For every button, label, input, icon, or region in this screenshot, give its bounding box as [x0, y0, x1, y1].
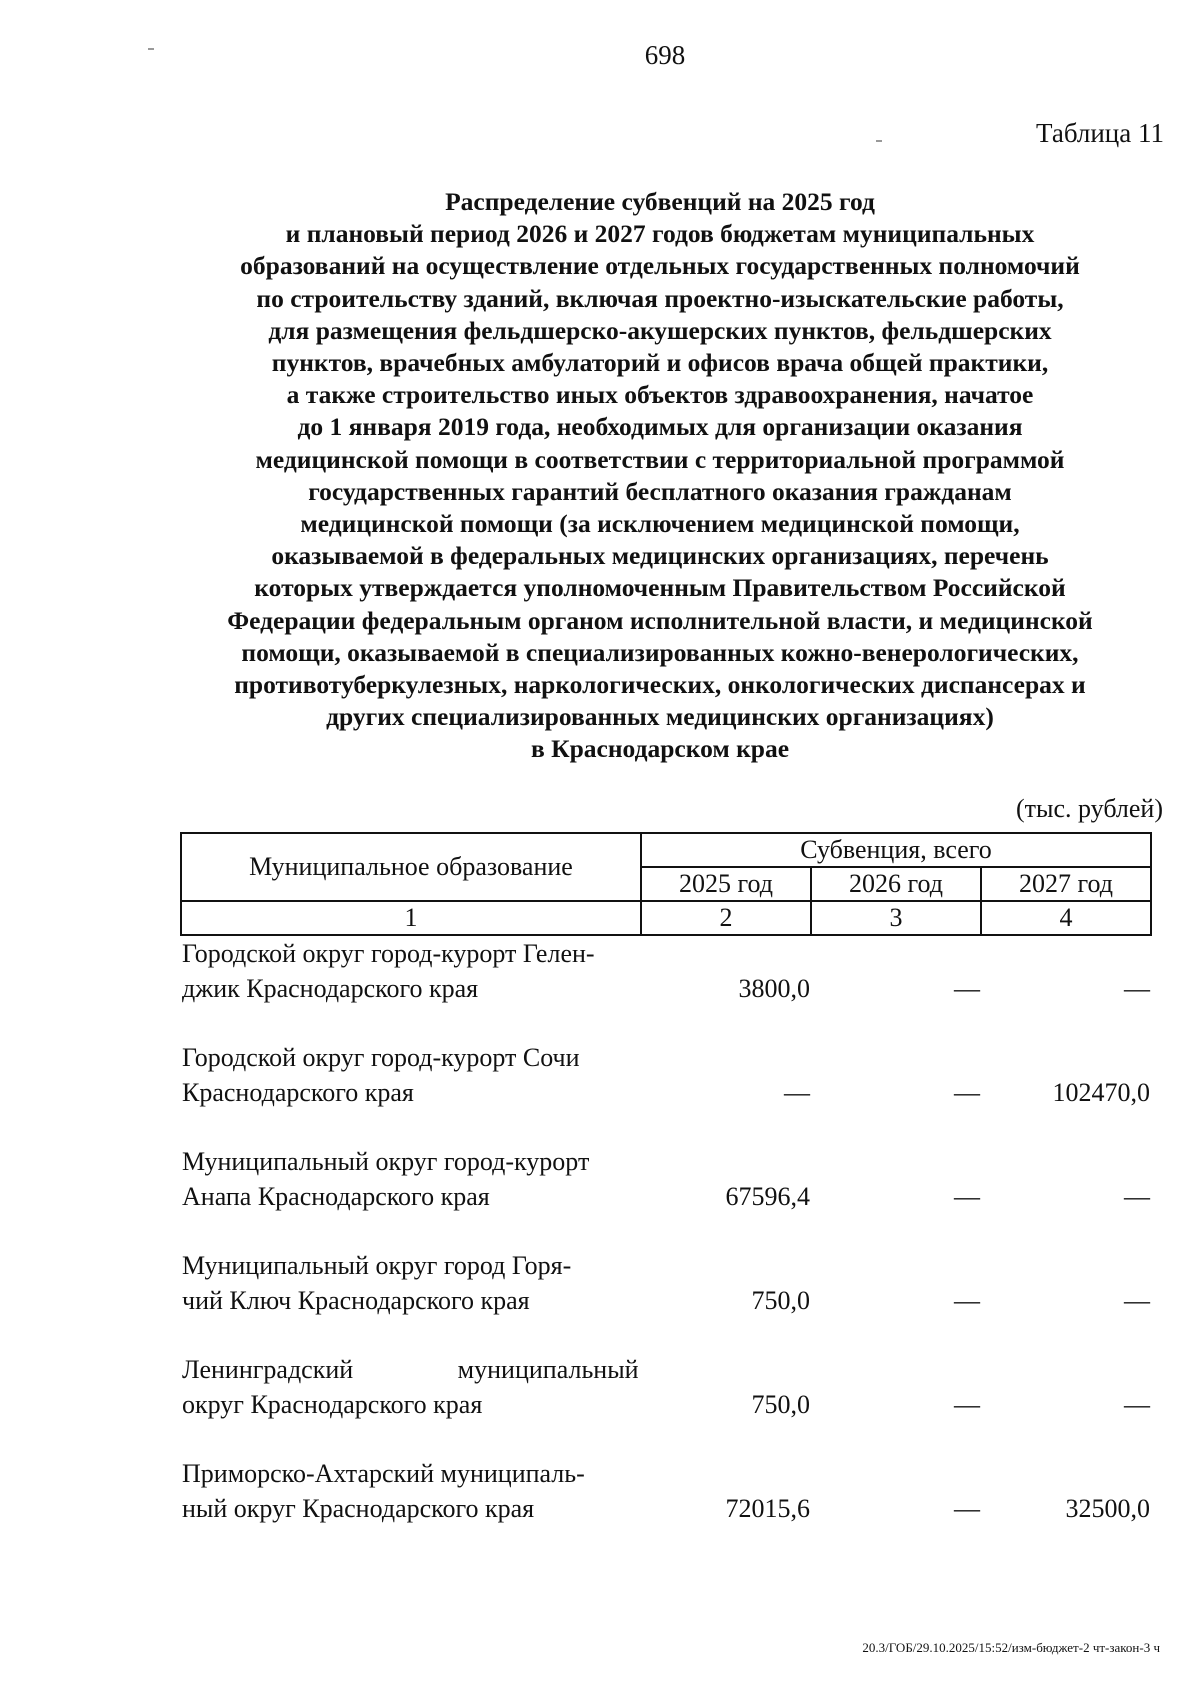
table-body: [180, 936, 1150, 1560]
title-line: противотуберкулезных, наркологических, онкологических диспансерах и: [234, 670, 1086, 700]
value-2027: —: [1124, 1390, 1150, 1419]
value-2027: —: [1124, 974, 1150, 1003]
value-2025: —: [784, 1078, 810, 1107]
title-line: помощи, оказываемой в специализированных кожно-венерологических,: [241, 637, 1079, 667]
value-2026: —: [954, 1494, 980, 1523]
value-2027: 102470,0: [1052, 1078, 1150, 1107]
title-line: государственных гарантий бесплатного оказания гражданам: [308, 476, 1012, 506]
name-line: Городской округ город-курорт Гелен-: [182, 939, 595, 968]
table-row: [180, 1040, 1150, 1144]
title-line: медицинской помощи в соответствии с территориальной программой: [255, 444, 1065, 474]
name-line: Краснодарского края: [182, 1078, 414, 1107]
title-line: других специализированных медицинских организациях): [326, 702, 994, 732]
title-line: образований на осуществление отдельных государственных полномочий: [240, 251, 1080, 281]
title-line: пунктов, врачебных амбулаторий и офисов врача общей практики,: [271, 348, 1049, 378]
table-label: Таблица 11: [1036, 118, 1164, 148]
title-line: по строительству зданий, включая проектно-изыскательские работы,: [256, 283, 1064, 313]
table-row: [180, 1456, 1150, 1560]
value-2026: —: [954, 974, 980, 1003]
value-2025: 72015,6: [725, 1494, 810, 1523]
name-line: Городской округ город-курорт Сочи: [182, 1043, 580, 1072]
name-line: Приморско-Ахтарский муниципаль-: [182, 1459, 585, 1488]
header-year-2027: 2027 год: [981, 867, 1151, 901]
name-line: Анапа Краснодарского края: [182, 1182, 490, 1211]
value-2025: 750,0: [751, 1286, 810, 1315]
name-line: чий Ключ Краснодарского края: [182, 1286, 530, 1315]
column-number-4: 4: [981, 901, 1151, 935]
title-line: Федерации федеральным органом исполнительной власти, и медицинской: [227, 605, 1093, 635]
value-2025: 3800,0: [738, 974, 810, 1003]
value-2027: 32500,0: [1065, 1494, 1150, 1523]
table-row: [180, 936, 1150, 1040]
header-year-2025: 2025 год: [641, 867, 811, 901]
value-2027: —: [1124, 1286, 1150, 1315]
header-year-2026: 2026 год: [811, 867, 981, 901]
page-number: 698: [644, 40, 686, 70]
name-line: ный округ Краснодарского края: [182, 1494, 535, 1523]
value-2026: —: [954, 1390, 980, 1419]
value-2026: —: [954, 1182, 980, 1211]
name-line: Муниципальный округ город-курорт: [182, 1147, 590, 1176]
value-2025: 750,0: [751, 1390, 810, 1419]
column-number-3: 3: [811, 901, 981, 935]
title-line: и плановый период 2026 и 2027 годов бюджетам муниципальных: [285, 219, 1035, 249]
table-row: [180, 1248, 1150, 1352]
scan-speck: [148, 48, 154, 50]
units-label: (тыс. рублей): [1015, 794, 1163, 823]
header-subvention-total: Субвенция, всего: [641, 833, 1151, 867]
title-line: медицинской помощи (за исключением медицинской помощи,: [300, 509, 1020, 539]
value-2026: —: [954, 1078, 980, 1107]
column-number-2: 2: [641, 901, 811, 935]
header-municipality: Муниципальное образование: [181, 833, 641, 901]
title-line: до 1 января 2019 года, необходимых для организации оказания: [297, 412, 1023, 442]
table-header: [180, 832, 1152, 936]
title-line: для размещения фельдшерско-акушерских пунктов, фельдшерских: [268, 315, 1052, 345]
name-line: джик Краснодарского края: [182, 974, 479, 1003]
table-row: [180, 1352, 1150, 1456]
value-2025: 67596,4: [725, 1182, 810, 1211]
name-line: округ Краснодарского края: [182, 1390, 483, 1419]
column-number-1: 1: [181, 901, 641, 935]
title-line: в Краснодарском крае: [530, 734, 790, 764]
scan-speck: [876, 140, 882, 142]
value-2026: —: [954, 1286, 980, 1315]
title-line: Распределение субвенций на 2025 год: [445, 187, 875, 216]
title-line: оказываемой в федеральных медицинских организациях, перечень: [271, 541, 1049, 571]
name-line: Ленинградский муниципальный: [182, 1355, 639, 1384]
name-line: Муниципальный округ город Горя-: [182, 1251, 572, 1280]
title-line: которых утверждается уполномоченным Правительством Российской: [254, 573, 1066, 603]
value-2027: —: [1124, 1182, 1150, 1211]
document-footer-code: 20.3/ГОБ/29.10.2025/15:52/изм-бюджет-2 чт-закон-3 ч: [862, 1640, 1160, 1655]
table-row: [180, 1144, 1150, 1248]
title-line: а также строительство иных объектов здравоохранения, начатое: [286, 380, 1034, 410]
document-title: [180, 186, 1140, 766]
